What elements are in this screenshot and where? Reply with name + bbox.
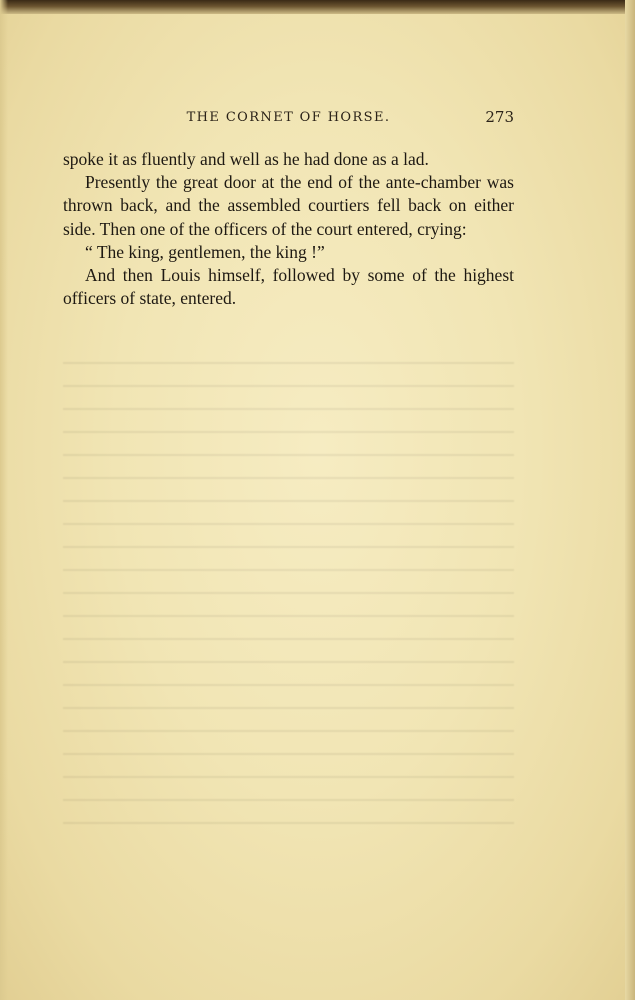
body-text xyxy=(63,148,514,310)
paragraph: spoke it as fluently and well as he had done as a lad. xyxy=(63,149,429,169)
page-left-edge xyxy=(0,0,8,1000)
paragraph: “ The king, gentlemen, the king !” xyxy=(85,241,325,262)
page-top-edge xyxy=(0,0,635,14)
page-number: 273 xyxy=(485,108,514,126)
page-right-edge xyxy=(625,0,635,1000)
show-through-texture xyxy=(63,362,514,862)
paragraph: Presently the great door at the end of the ante-chamber was thrown back, and the assembled courtiers fell back on either side. Then one of the officers of the court entered, crying: xyxy=(63,172,514,239)
running-title: THE CORNET OF HORSE. xyxy=(186,110,391,125)
running-head xyxy=(63,108,514,128)
paragraph: And then Louis himself, followed by some of the highest officers of state, entered. xyxy=(63,265,514,309)
